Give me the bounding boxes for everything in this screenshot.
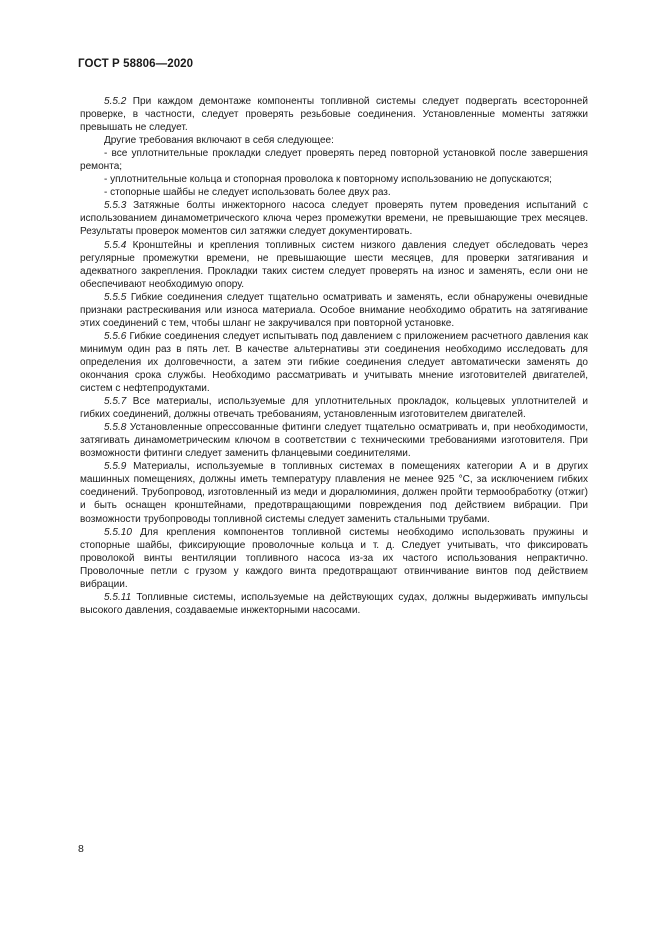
paragraph <box>80 291 588 330</box>
paragraph-text: Гибкие соединения следует испытывать под давлением с приложением расчетного давления как минимум один раз в пять лет. В качестве альтернативы эти соединения необходимо исследовать для определения их долговечности, а затем эти гибкие соединения следует автоматически заменять до окончания срока службы. Необходимо рассматривать и учитывать мнение изготовителей двигателей, систем с нефтепродуктами. <box>80 330 588 395</box>
paragraph-text: Установленные опрессованные фитинги следует тщательно осматривать и, при необходимости, затягивать динамометрическим ключом в соответствии с техническими требованиями изготовителя. При возможности фитинги следует заменить фланцевыми соединителями. <box>80 422 588 460</box>
paragraph-text: Материалы, используемые в топливных системах в помещениях категории А и в других машинных помещениях, должны иметь температуру плавления не менее 925 °С, за исключением гибких соединений. Трубопровод, изготовленный из меди и дюралюминия, должен пройти термообработку (отжиг) и быть оснащен кронштейнами, предотвращающими повреждения под действием вибрации. При возможности трубопроводы топливной системы следует заменить стальными трубами. <box>80 461 588 525</box>
paragraph <box>80 421 588 460</box>
clause-number: 5.5.5 <box>104 291 127 303</box>
clause-number: 5.5.6 <box>104 330 127 342</box>
clause-number: 5.5.9 <box>104 461 127 473</box>
clause-number: 5.5.11 <box>104 591 132 603</box>
paragraph-text: - стопорные шайбы не следует использовать более двух раз. <box>104 187 391 199</box>
paragraph-text: Топливные системы, используемые на действующих судах, должны выдерживать импульсы высокого давления, создаваемые инжекторными насосами. <box>80 591 588 616</box>
list-item <box>80 147 588 173</box>
paragraph-text: Кронштейны и крепления топливных систем низкого давления следует обследовать через регулярные промежутки времени, не превышающие шести месяцев, для проверки затягивания и адекватного закрепления. Прокладки таких систем следует проверять на износ и заменять, если они не обеспечивают необходимую опору. <box>80 239 588 290</box>
paragraph-text: Все материалы, используемые для уплотнительных прокладок, кольцевых уплотнителей и гибких соединений, должны отвечать требованиям, установленным изготовителем двигателей. <box>80 396 588 421</box>
clause-number: 5.5.8 <box>104 422 127 434</box>
paragraph-text: Гибкие соединения следует тщательно осматривать и заменять, если обнаружены очевидные признаки растрескивания или износа материала. Особое внимание необходимо обратить на затягивание этих соединений с тем, чтобы шланг не закручивался при повторной установке. <box>80 291 588 329</box>
list-item <box>80 173 588 186</box>
paragraph <box>80 134 588 147</box>
document-body <box>80 95 588 617</box>
paragraph-text: Для крепления компонентов топливной системы необходимо использовать пружины и стопорные шайбы, фиксирующие проволочные кольца и т. д. Следует учитывать, что фиксировать проволокой винты вентиляции топливного насоса из-за их частого использования непрактично. Проволочные петли с грузом у каждого винта предотвращают отвинчивание винтов под действием вибрации. <box>80 526 588 590</box>
clause-number: 5.5.2 <box>104 96 127 107</box>
paragraph <box>80 330 588 395</box>
paragraph <box>80 460 588 525</box>
list-item <box>80 186 588 199</box>
paragraph <box>80 95 588 134</box>
paragraph-text: Другие требования включают в себя следующее: <box>104 135 334 147</box>
paragraph <box>80 526 588 591</box>
paragraph <box>80 199 588 238</box>
page-number: 8 <box>78 843 84 855</box>
paragraph-text: Затяжные болты инжекторного насоса следует проверять путем проведения испытаний с использованием динамометрического ключа через промежутки времени, не превышающие трех месяцев. Результаты проверок моментов сил затяжки следует документировать. <box>80 200 588 238</box>
clause-number: 5.5.4 <box>104 239 127 251</box>
paragraph <box>80 591 588 617</box>
paragraph <box>80 239 588 291</box>
paragraph <box>80 395 588 421</box>
paragraph-text: - все уплотнительные прокладки следует проверять перед повторной установкой после завершения ремонта; <box>80 148 588 173</box>
clause-number: 5.5.3 <box>104 200 127 212</box>
paragraph-text: При каждом демонтаже компоненты топливной системы следует подвергать всесторонней проверке, в частности, следует проверять резьбовые соединения. Установленные моменты затяжки превышать не следует. <box>80 96 588 134</box>
clause-number: 5.5.7 <box>104 396 127 408</box>
document-header: ГОСТ Р 58806—2020 <box>78 58 194 70</box>
paragraph-text: - уплотнительные кольца и стопорная проволока к повторному использованию не допускаются; <box>104 174 552 186</box>
clause-number: 5.5.10 <box>104 526 132 538</box>
